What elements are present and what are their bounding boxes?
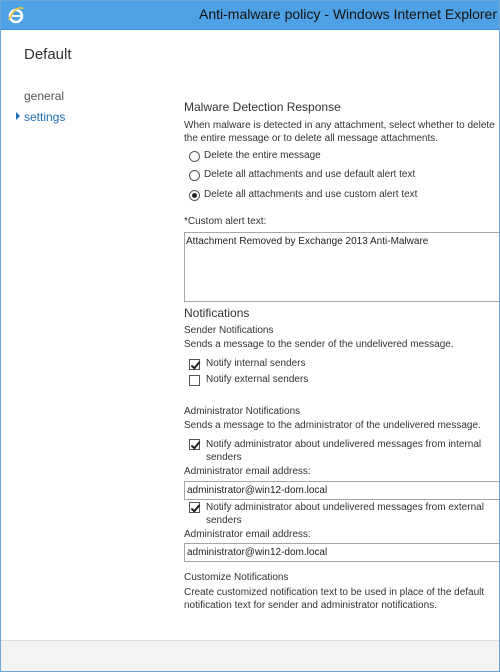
sender-notifications-heading: Sender Notifications [184,325,274,336]
checkbox-notify-admin-external[interactable] [189,501,499,527]
radio-label: Delete the entire message [204,150,321,161]
admin-email-input-external[interactable]: administrator@win12-dom.local [184,543,499,562]
radio-delete-attachments-custom[interactable] [189,189,417,201]
checkbox[interactable] [189,359,200,370]
custom-alert-textarea[interactable]: Attachment Removed by Exchange 2013 Anti-Malware [184,232,499,302]
radio-button[interactable] [189,151,200,162]
checkbox-label: Notify external senders [206,374,309,385]
checkbox-notify-admin-internal[interactable] [189,438,499,464]
admin-notifications-heading: Administrator Notifications [184,406,301,417]
checkbox-label: Notify internal senders [206,358,306,369]
title-bar [1,1,500,30]
customize-notifications-heading: Customize Notifications [184,572,289,583]
nav-item-settings[interactable]: settings [24,110,66,124]
admin-email-label-internal: Administrator email address: [184,466,311,477]
selected-arrow-icon [16,112,20,120]
checkbox[interactable] [189,375,200,386]
nav-item-general[interactable]: general [24,89,65,103]
admin-email-label-external: Administrator email address: [184,529,311,540]
custom-alert-label: *Custom alert text: [184,216,267,227]
page-content [1,30,499,642]
malware-description: When malware is detected in any attachment, select whether to delete the entire message or to delete all message attachments. [184,120,495,144]
malware-heading: Malware Detection Response [184,100,341,114]
internet-explorer-icon [7,6,25,24]
admin-email-input-internal[interactable]: administrator@win12-dom.local [184,481,499,500]
radio-button[interactable] [189,190,200,201]
radio-delete-message[interactable] [189,150,321,162]
checkbox-label: Notify administrator about undelivered messages from external senders [206,502,484,526]
customize-notifications-description: Create customized notification text to be used in place of the default notification text for sender and administrator notifications. [184,587,485,611]
sender-notifications-description: Sends a message to the sender of the undelivered message. [184,339,454,350]
checkbox-label: Notify administrator about undelivered messages from internal senders [206,439,482,463]
admin-notifications-description: Sends a message to the administrator of the undelivered message. [184,420,481,431]
checkbox-notify-internal-senders[interactable] [189,358,306,370]
checkbox[interactable] [189,439,200,450]
notifications-heading: Notifications [184,306,250,320]
radio-button[interactable] [189,170,200,181]
radio-label: Delete all attachments and use custom alert text [204,189,418,200]
window-title: Anti-malware policy - Windows Internet Explorer [199,6,497,22]
page-title: Default [24,46,72,63]
radio-label: Delete all attachments and use default alert text [204,169,416,180]
checkbox[interactable] [189,502,200,513]
bottom-button-bar [1,640,500,671]
checkbox-notify-external-senders[interactable] [189,374,308,386]
radio-delete-attachments-default[interactable] [189,169,415,181]
